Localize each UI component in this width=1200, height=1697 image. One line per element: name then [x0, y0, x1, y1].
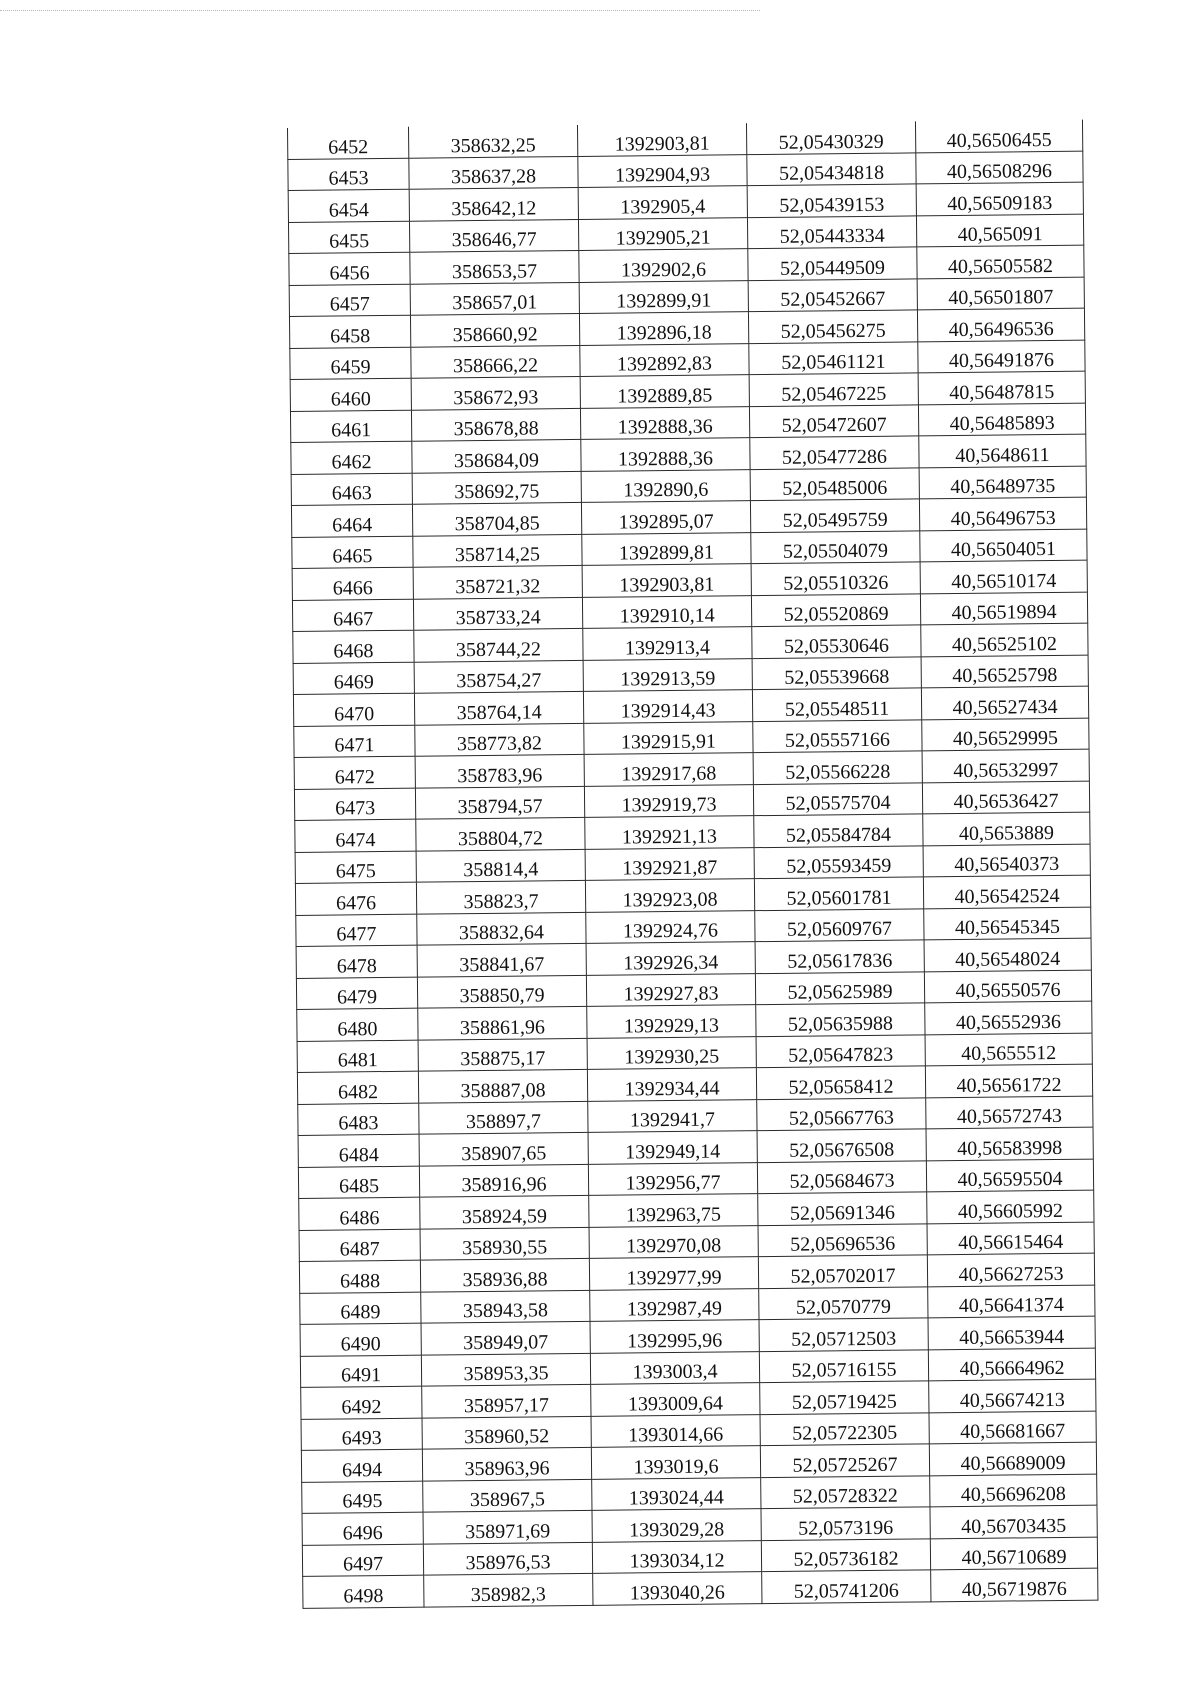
x-coordinate-cell: 358632,25 — [408, 125, 577, 158]
x-coordinate-cell: 358953,35 — [421, 1353, 590, 1386]
y-coordinate-cell: 1392921,87 — [585, 847, 754, 880]
y-coordinate-cell: 1392914,43 — [583, 690, 752, 723]
y-coordinate-cell: 1392956,77 — [588, 1162, 757, 1195]
point-number-cell: 6481 — [297, 1040, 418, 1073]
point-number-cell: 6475 — [295, 851, 416, 884]
x-coordinate-cell: 358672,93 — [411, 376, 580, 409]
longitude-cell: 40,56572743 — [926, 1096, 1093, 1129]
latitude-cell: 52,05434818 — [747, 152, 916, 185]
y-coordinate-cell: 1392949,14 — [588, 1131, 757, 1164]
x-coordinate-cell: 358861,96 — [418, 1006, 587, 1039]
latitude-cell: 52,05485006 — [750, 467, 919, 500]
y-coordinate-cell: 1392895,07 — [581, 501, 750, 534]
x-coordinate-cell: 358943,58 — [421, 1290, 590, 1323]
longitude-cell: 40,5653889 — [923, 812, 1090, 845]
y-coordinate-cell: 1392926,34 — [586, 942, 755, 975]
y-coordinate-cell: 1393009,64 — [591, 1383, 760, 1416]
latitude-cell: 52,05617836 — [755, 940, 924, 973]
point-number-cell: 6488 — [299, 1260, 420, 1293]
point-number-cell: 6453 — [288, 158, 409, 191]
point-number-cell: 6464 — [291, 504, 412, 537]
y-coordinate-cell: 1392888,36 — [580, 406, 749, 439]
x-coordinate-cell: 358653,57 — [410, 250, 579, 283]
point-number-cell: 6476 — [295, 882, 416, 915]
latitude-cell: 52,05725267 — [760, 1444, 929, 1477]
longitude-cell: 40,56583998 — [926, 1127, 1093, 1160]
longitude-cell: 40,565091 — [916, 214, 1083, 247]
latitude-cell: 52,05504079 — [751, 530, 920, 563]
longitude-cell: 40,56509183 — [916, 182, 1083, 215]
x-coordinate-cell: 358967,5 — [423, 1479, 592, 1512]
x-coordinate-cell: 358832,64 — [417, 912, 586, 945]
point-number-cell: 6484 — [298, 1134, 419, 1167]
y-coordinate-cell: 1392903,81 — [582, 564, 751, 597]
longitude-cell: 40,56487815 — [918, 371, 1085, 404]
point-number-cell: 6462 — [291, 441, 412, 474]
longitude-cell: 40,56491876 — [918, 340, 1085, 373]
y-coordinate-cell: 1393014,66 — [591, 1414, 760, 1447]
x-coordinate-cell: 358982,3 — [424, 1573, 593, 1606]
latitude-cell: 52,0573196 — [761, 1507, 930, 1540]
latitude-cell: 52,05530646 — [752, 625, 921, 658]
point-number-cell: 6495 — [302, 1481, 423, 1514]
longitude-cell: 40,56595504 — [926, 1159, 1093, 1192]
y-coordinate-cell: 1393019,6 — [591, 1446, 760, 1479]
point-number-cell: 6471 — [294, 725, 415, 758]
x-coordinate-cell: 358733,24 — [413, 597, 582, 630]
point-number-cell: 6465 — [292, 536, 413, 569]
longitude-cell: 40,56496536 — [917, 308, 1084, 341]
x-coordinate-cell: 358823,7 — [416, 880, 585, 913]
y-coordinate-cell: 1392929,13 — [587, 1005, 756, 1038]
y-coordinate-cell: 1392977,99 — [589, 1257, 758, 1290]
x-coordinate-cell: 358642,12 — [409, 187, 578, 220]
x-coordinate-cell: 358704,85 — [412, 502, 581, 535]
longitude-cell: 40,56548024 — [924, 938, 1091, 971]
point-number-cell: 6490 — [300, 1323, 421, 1356]
longitude-cell: 40,56501807 — [917, 277, 1084, 310]
y-coordinate-cell: 1392970,08 — [589, 1225, 758, 1258]
y-coordinate-cell: 1392919,73 — [584, 784, 753, 817]
latitude-cell: 52,05477286 — [750, 436, 919, 469]
longitude-cell: 40,56605992 — [927, 1190, 1094, 1223]
latitude-cell: 52,05456275 — [748, 310, 917, 343]
point-number-cell: 6452 — [287, 127, 408, 159]
point-number-cell: 6478 — [296, 945, 417, 978]
longitude-cell: 40,56527434 — [921, 686, 1088, 719]
y-coordinate-cell: 1392930,25 — [587, 1036, 756, 1069]
longitude-cell: 40,56552936 — [925, 1001, 1092, 1034]
latitude-cell: 52,0570779 — [759, 1286, 928, 1319]
y-coordinate-cell: 1392995,96 — [590, 1320, 759, 1353]
longitude-cell: 40,56519894 — [920, 592, 1087, 625]
x-coordinate-cell: 358924,59 — [420, 1195, 589, 1228]
latitude-cell: 52,05548511 — [752, 688, 921, 721]
y-coordinate-cell: 1392963,75 — [589, 1194, 758, 1227]
x-coordinate-cell: 358907,65 — [419, 1132, 588, 1165]
x-coordinate-cell: 358850,79 — [417, 975, 586, 1008]
latitude-cell: 52,05443334 — [747, 215, 916, 248]
latitude-cell: 52,05472607 — [749, 404, 918, 437]
longitude-cell: 40,56710689 — [930, 1537, 1097, 1570]
longitude-cell: 40,56689009 — [929, 1442, 1096, 1475]
x-coordinate-cell: 358773,82 — [415, 723, 584, 756]
point-number-cell: 6459 — [290, 347, 411, 380]
latitude-cell: 52,05609767 — [755, 908, 924, 941]
point-number-cell: 6466 — [292, 567, 413, 600]
latitude-cell: 52,05467225 — [749, 373, 918, 406]
longitude-cell: 40,5648611 — [919, 434, 1086, 467]
point-number-cell: 6494 — [301, 1449, 422, 1482]
longitude-cell: 40,56504051 — [920, 529, 1087, 562]
point-number-cell: 6493 — [301, 1418, 422, 1451]
y-coordinate-cell: 1392888,36 — [581, 438, 750, 471]
point-number-cell: 6457 — [289, 284, 410, 317]
y-coordinate-cell: 1393040,26 — [593, 1572, 762, 1605]
x-coordinate-cell: 358692,75 — [412, 471, 581, 504]
x-coordinate-cell: 358783,96 — [415, 754, 584, 787]
longitude-cell: 40,56719876 — [931, 1568, 1098, 1601]
x-coordinate-cell: 358684,09 — [412, 439, 581, 472]
latitude-cell: 52,05716155 — [759, 1349, 928, 1382]
y-coordinate-cell: 1392899,91 — [579, 280, 748, 313]
point-number-cell: 6487 — [299, 1229, 420, 1262]
point-number-cell: 6489 — [300, 1292, 421, 1325]
latitude-cell: 52,05647823 — [756, 1034, 925, 1067]
y-coordinate-cell: 1392890,6 — [581, 469, 750, 502]
x-coordinate-cell: 358949,07 — [421, 1321, 590, 1354]
y-coordinate-cell: 1392903,81 — [577, 123, 746, 156]
point-number-cell: 6486 — [299, 1197, 420, 1230]
latitude-cell: 52,05712503 — [759, 1318, 928, 1351]
point-number-cell: 6463 — [291, 473, 412, 506]
latitude-cell: 52,05452667 — [748, 278, 917, 311]
x-coordinate-cell: 358930,55 — [420, 1227, 589, 1260]
x-coordinate-cell: 358814,4 — [416, 849, 585, 882]
y-coordinate-cell: 1392927,83 — [586, 973, 755, 1006]
latitude-cell: 52,05510326 — [751, 562, 920, 595]
latitude-cell: 52,05696536 — [758, 1223, 927, 1256]
y-coordinate-cell: 1392913,59 — [583, 658, 752, 691]
x-coordinate-cell: 358897,7 — [419, 1101, 588, 1134]
point-number-cell: 6472 — [294, 756, 415, 789]
latitude-cell: 52,05601781 — [754, 877, 923, 910]
longitude-cell: 40,56496753 — [919, 497, 1086, 530]
x-coordinate-cell: 358936,88 — [420, 1258, 589, 1291]
point-number-cell: 6473 — [294, 788, 415, 821]
latitude-cell: 52,05449509 — [748, 247, 917, 280]
longitude-cell: 40,5655512 — [925, 1033, 1092, 1066]
latitude-cell: 52,05728322 — [761, 1475, 930, 1508]
latitude-cell: 52,05566228 — [753, 751, 922, 784]
point-number-cell: 6467 — [292, 599, 413, 632]
y-coordinate-cell: 1392924,76 — [586, 910, 755, 943]
longitude-cell: 40,56532997 — [922, 749, 1089, 782]
longitude-cell: 40,56485893 — [918, 403, 1085, 436]
y-coordinate-cell: 1392917,68 — [584, 753, 753, 786]
x-coordinate-cell: 358754,27 — [414, 660, 583, 693]
longitude-cell: 40,56510174 — [920, 560, 1087, 593]
point-number-cell: 6458 — [289, 315, 410, 348]
latitude-cell: 52,05520869 — [751, 593, 920, 626]
x-coordinate-cell: 358657,01 — [410, 282, 579, 315]
point-number-cell: 6469 — [293, 662, 414, 695]
longitude-cell: 40,56641374 — [928, 1285, 1095, 1318]
longitude-cell: 40,56627253 — [927, 1253, 1094, 1286]
latitude-cell: 52,05625989 — [755, 971, 924, 1004]
coordinates-table — [287, 120, 1098, 1609]
x-coordinate-cell: 358887,08 — [418, 1069, 587, 1102]
x-coordinate-cell: 358637,28 — [409, 156, 578, 189]
x-coordinate-cell: 358957,17 — [422, 1384, 591, 1417]
longitude-cell: 40,56681667 — [929, 1411, 1096, 1444]
longitude-cell: 40,56506455 — [915, 120, 1082, 153]
y-coordinate-cell: 1392896,18 — [579, 312, 748, 345]
y-coordinate-cell: 1393029,28 — [592, 1509, 761, 1542]
latitude-cell: 52,05439153 — [747, 184, 916, 217]
x-coordinate-cell: 358744,22 — [414, 628, 583, 661]
x-coordinate-cell: 358646,77 — [409, 219, 578, 252]
x-coordinate-cell: 358660,92 — [410, 313, 579, 346]
x-coordinate-cell: 358875,17 — [418, 1038, 587, 1071]
point-number-cell: 6498 — [303, 1575, 424, 1608]
y-coordinate-cell: 1393024,44 — [592, 1477, 761, 1510]
y-coordinate-cell: 1392889,85 — [580, 375, 749, 408]
longitude-cell: 40,56489735 — [919, 466, 1086, 499]
longitude-cell: 40,56664962 — [928, 1348, 1095, 1381]
y-coordinate-cell: 1392923,08 — [585, 879, 754, 912]
point-number-cell: 6468 — [293, 630, 414, 663]
y-coordinate-cell: 1392910,14 — [582, 595, 751, 628]
latitude-cell: 52,05702017 — [758, 1255, 927, 1288]
latitude-cell: 52,05430329 — [746, 121, 915, 154]
point-number-cell: 6460 — [290, 378, 411, 411]
x-coordinate-cell: 358916,96 — [419, 1164, 588, 1197]
latitude-cell: 52,05557166 — [753, 719, 922, 752]
longitude-cell: 40,56525798 — [921, 655, 1088, 688]
latitude-cell: 52,05461121 — [749, 341, 918, 374]
x-coordinate-cell: 358678,88 — [411, 408, 580, 441]
point-number-cell: 6492 — [301, 1386, 422, 1419]
longitude-cell: 40,56536427 — [922, 781, 1089, 814]
point-number-cell: 6456 — [289, 252, 410, 285]
x-coordinate-cell: 358666,22 — [411, 345, 580, 378]
y-coordinate-cell: 1392892,83 — [580, 343, 749, 376]
longitude-cell: 40,56703435 — [930, 1505, 1097, 1538]
y-coordinate-cell: 1393003,4 — [590, 1351, 759, 1384]
x-coordinate-cell: 358841,67 — [417, 943, 586, 976]
y-coordinate-cell: 1392904,93 — [578, 154, 747, 187]
longitude-cell: 40,56696208 — [930, 1474, 1097, 1507]
y-coordinate-cell: 1392905,21 — [578, 217, 747, 250]
longitude-cell: 40,56529995 — [922, 718, 1089, 751]
coordinates-table-body — [287, 120, 1097, 1608]
latitude-cell: 52,05667763 — [757, 1097, 926, 1130]
longitude-cell: 40,56674213 — [929, 1379, 1096, 1412]
longitude-cell: 40,56542524 — [923, 875, 1090, 908]
point-number-cell: 6480 — [297, 1008, 418, 1041]
longitude-cell: 40,56545345 — [924, 907, 1091, 940]
latitude-cell: 52,05593459 — [754, 845, 923, 878]
longitude-cell: 40,56550576 — [924, 970, 1091, 1003]
longitude-cell: 40,56540373 — [923, 844, 1090, 877]
point-number-cell: 6461 — [290, 410, 411, 443]
longitude-cell: 40,56505582 — [917, 245, 1084, 278]
point-number-cell: 6497 — [302, 1544, 423, 1577]
x-coordinate-cell: 358721,32 — [413, 565, 582, 598]
longitude-cell: 40,56615464 — [927, 1222, 1094, 1255]
latitude-cell: 52,05719425 — [760, 1381, 929, 1414]
latitude-cell: 52,05684673 — [757, 1160, 926, 1193]
y-coordinate-cell: 1392915,91 — [584, 721, 753, 754]
y-coordinate-cell: 1392934,44 — [587, 1068, 756, 1101]
longitude-cell: 40,56525102 — [921, 623, 1088, 656]
scan-artifact-line — [0, 10, 760, 11]
latitude-cell: 52,05741206 — [762, 1570, 931, 1603]
x-coordinate-cell: 358976,53 — [423, 1542, 592, 1575]
point-number-cell: 6496 — [302, 1512, 423, 1545]
point-number-cell: 6485 — [298, 1166, 419, 1199]
x-coordinate-cell: 358794,57 — [415, 786, 584, 819]
x-coordinate-cell: 358804,72 — [416, 817, 585, 850]
latitude-cell: 52,05676508 — [757, 1129, 926, 1162]
longitude-cell: 40,56653944 — [928, 1316, 1095, 1349]
point-number-cell: 6483 — [298, 1103, 419, 1136]
x-coordinate-cell: 358971,69 — [423, 1510, 592, 1543]
y-coordinate-cell: 1392987,49 — [590, 1288, 759, 1321]
x-coordinate-cell: 358963,96 — [422, 1447, 591, 1480]
point-number-cell: 6470 — [293, 693, 414, 726]
longitude-cell: 40,56508296 — [916, 151, 1083, 184]
x-coordinate-cell: 358714,25 — [413, 534, 582, 567]
latitude-cell: 52,05495759 — [750, 499, 919, 532]
latitude-cell: 52,05539668 — [752, 656, 921, 689]
latitude-cell: 52,05575704 — [753, 782, 922, 815]
point-number-cell: 6455 — [288, 221, 409, 254]
latitude-cell: 52,05691346 — [758, 1192, 927, 1225]
y-coordinate-cell: 1392899,81 — [582, 532, 751, 565]
point-number-cell: 6474 — [295, 819, 416, 852]
latitude-cell: 52,05635988 — [756, 1003, 925, 1036]
point-number-cell: 6482 — [297, 1071, 418, 1104]
latitude-cell: 52,05584784 — [754, 814, 923, 847]
latitude-cell: 52,05722305 — [760, 1412, 929, 1445]
latitude-cell: 52,05736182 — [761, 1538, 930, 1571]
point-number-cell: 6477 — [296, 914, 417, 947]
latitude-cell: 52,05658412 — [756, 1066, 925, 1099]
point-number-cell: 6454 — [288, 189, 409, 222]
point-number-cell: 6479 — [296, 977, 417, 1010]
x-coordinate-cell: 358960,52 — [422, 1416, 591, 1449]
y-coordinate-cell: 1392921,13 — [585, 816, 754, 849]
y-coordinate-cell: 1392941,7 — [588, 1099, 757, 1132]
y-coordinate-cell: 1392902,6 — [579, 249, 748, 282]
y-coordinate-cell: 1392905,4 — [578, 186, 747, 219]
y-coordinate-cell: 1393034,12 — [592, 1540, 761, 1573]
point-number-cell: 6491 — [300, 1355, 421, 1388]
x-coordinate-cell: 358764,14 — [414, 691, 583, 724]
longitude-cell: 40,56561722 — [925, 1064, 1092, 1097]
y-coordinate-cell: 1392913,4 — [583, 627, 752, 660]
